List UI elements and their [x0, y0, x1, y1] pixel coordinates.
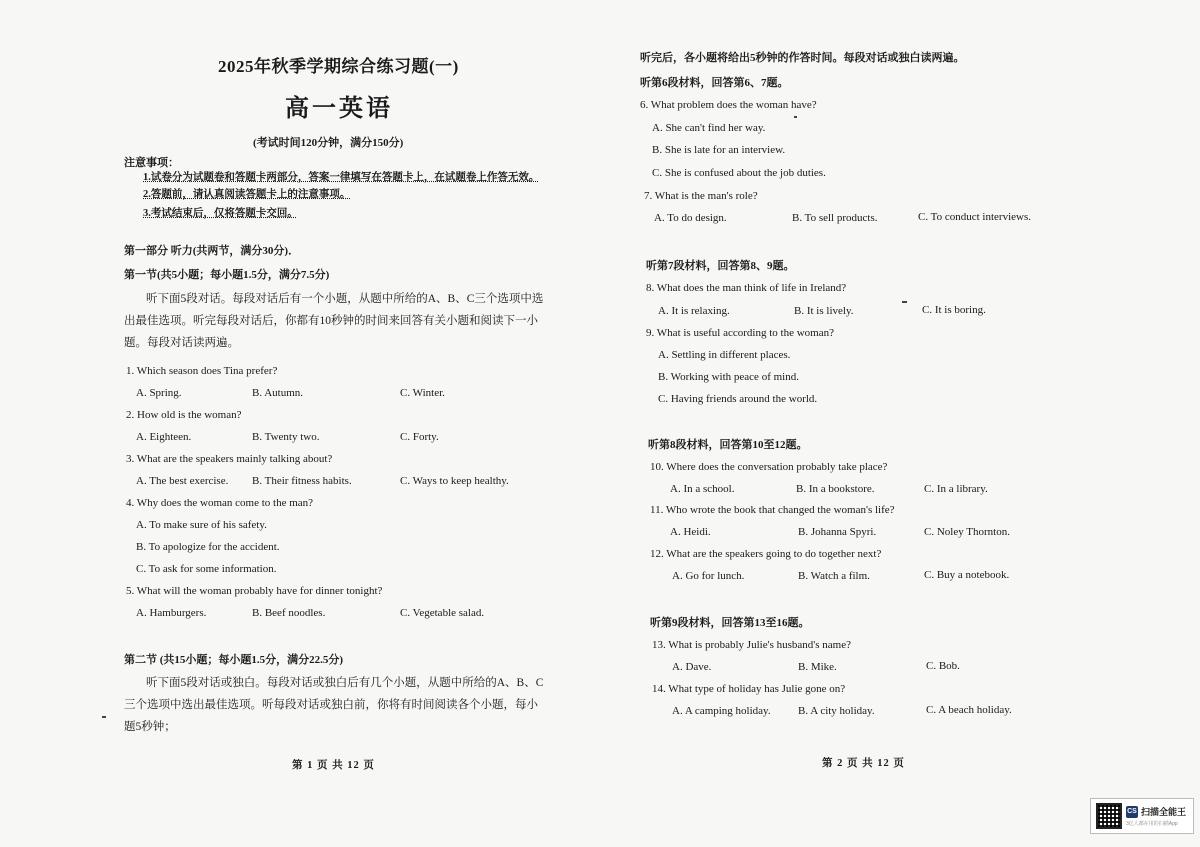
watermark-label: 扫描全能王 — [1141, 807, 1187, 817]
question-stem: 8. What does the man think of life in Ireland? — [646, 282, 847, 294]
option: B. To sell products. — [792, 212, 878, 224]
option: C. She is confused about the job duties. — [652, 167, 826, 179]
option: C. Winter. — [400, 387, 445, 399]
watermark-subtitle: 3亿人都在用的扫描App — [1126, 821, 1178, 827]
scan-speck — [794, 116, 797, 118]
option: B. It is lively. — [794, 305, 854, 317]
notice-item: 2.答题前，请认真阅读答题卡上的注意事项。 — [143, 189, 351, 200]
question-stem: 10. Where does the conversation probably take place? — [650, 461, 888, 473]
option: C. In a library. — [924, 483, 988, 495]
group-heading: 听第8段材料，回答第10至12题。 — [648, 439, 808, 451]
watermark-text — [1126, 805, 1186, 827]
question-stem: 13. What is probably Julie's husband's name? — [652, 639, 851, 651]
option: A. To make sure of his safety. — [136, 519, 267, 531]
option: C. Bob. — [926, 660, 960, 672]
option: A. A camping holiday. — [672, 705, 771, 717]
option: A. Eighteen. — [136, 431, 192, 443]
notice-item: 1.试卷分为试题卷和答题卡两部分，答案一律填写在答题卡上，在试题卷上作答无效。 — [143, 172, 540, 183]
option: B. Twenty two. — [252, 431, 320, 443]
option: A. She can't find her way. — [652, 122, 766, 134]
option: A. Heidi. — [670, 526, 711, 538]
section2-heading: 第二节 (共15小题；每小题1.5分，满分22.5分) — [124, 654, 344, 666]
option: B. Working with peace of mind. — [658, 371, 799, 383]
option: B. Johanna Spyri. — [798, 526, 877, 538]
option: B. Mike. — [798, 661, 837, 673]
exam-info: (考试时间120分钟，满分150分) — [253, 137, 404, 149]
scanner-watermark — [1090, 798, 1194, 834]
continuation-text: 听完后，各小题将给出5秒钟的作答时间。每段对话或独白读两遍。 — [640, 52, 965, 64]
notice-item: 3.考试结束后，仅将答题卡交回。 — [143, 208, 298, 219]
question-stem: 14. What type of holiday has Julie gone on? — [652, 683, 846, 695]
option: C. Ways to keep healthy. — [400, 475, 509, 487]
camscanner-logo-icon: CS — [1126, 806, 1138, 818]
option: A. Hamburgers. — [136, 607, 207, 619]
option: C. Forty. — [400, 431, 439, 443]
option: C. It is boring. — [922, 304, 986, 316]
option: A. To do design. — [654, 212, 727, 224]
option: A. Settling in different places. — [658, 349, 791, 361]
option: C. To conduct interviews. — [918, 211, 1031, 223]
option: C. Vegetable salad. — [400, 607, 485, 619]
question-stem: 1. Which season does Tina prefer? — [126, 365, 278, 377]
question-stem: 7. What is the man's role? — [644, 190, 758, 202]
page-footer: 第 1 页 共 12 页 — [292, 760, 375, 771]
option: B. A city holiday. — [798, 705, 875, 717]
qr-code-icon — [1096, 803, 1122, 829]
question-stem: 11. Who wrote the book that changed the woman's life? — [650, 504, 895, 516]
watermark-title — [1126, 805, 1186, 818]
option: A. Spring. — [136, 387, 182, 399]
option: C. A beach holiday. — [926, 704, 1012, 716]
scan-speck — [102, 716, 106, 718]
group-heading: 听第9段材料，回答第13至16题。 — [650, 617, 810, 629]
question-stem: 4. Why does the woman come to the man? — [126, 497, 314, 509]
option: A. It is relaxing. — [658, 305, 730, 317]
option: B. She is late for an interview. — [652, 144, 786, 156]
page-2 — [600, 0, 1200, 847]
question-stem: 5. What will the woman probably have for dinner tonight? — [126, 585, 383, 597]
question-stem: 2. How old is the woman? — [126, 409, 242, 421]
section1-heading: 第一节(共5小题；每小题1.5分，满分7.5分) — [124, 269, 330, 281]
option: A. In a school. — [670, 483, 735, 495]
option: C. Having friends around the world. — [658, 393, 818, 405]
option: B. In a bookstore. — [796, 483, 875, 495]
exam-title: 2025年秋季学期综合练习题(一) — [218, 57, 459, 76]
option: B. Their fitness habits. — [252, 475, 352, 487]
option: A. The best exercise. — [136, 475, 229, 487]
group-heading: 听第6段材料，回答第6、7题。 — [640, 77, 789, 89]
option: B. To apologize for the accident. — [136, 541, 280, 553]
subject-title: 高一英语 — [285, 96, 393, 122]
section2-instructions: 听下面5段对话或独白。每段对话或独白后有几个小题，从题中所给的A、B、C三个选项中选出最佳选项。听每段对话或独白前，你将有时间阅读各个小题，每小题5秒钟； — [124, 677, 544, 733]
question-stem: 3. What are the speakers mainly talking about? — [126, 453, 333, 465]
notice-heading: 注意事项： — [124, 157, 179, 169]
option: A. Dave. — [672, 661, 712, 673]
option: C. Noley Thornton. — [924, 526, 1010, 538]
option: B. Autumn. — [252, 387, 304, 399]
question-stem: 9. What is useful according to the woman? — [646, 327, 834, 339]
option: B. Beef noodles. — [252, 607, 326, 619]
group-heading: 听第7段材料，回答第8、9题。 — [646, 260, 795, 272]
option: B. Watch a film. — [798, 570, 870, 582]
option: C. To ask for some information. — [136, 563, 277, 575]
option: C. Buy a notebook. — [924, 569, 1010, 581]
scan-speck — [902, 301, 907, 303]
part1-heading: 第一部分 听力(共两节，满分30分)． — [124, 245, 300, 257]
question-stem: 6. What problem does the woman have? — [640, 99, 817, 111]
option: A. Go for lunch. — [672, 570, 745, 582]
section1-instructions: 听下面5段对话。每段对话后有一个小题，从题中所给的A、B、C三个选项中选出最佳选项。听完每段对话后，你都有10秒钟的时间来回答有关小题和阅读下一小题。每段对话读两遍。 — [124, 293, 544, 349]
page-footer: 第 2 页 共 12 页 — [822, 758, 905, 769]
question-stem: 12. What are the speakers going to do together next? — [650, 548, 882, 560]
